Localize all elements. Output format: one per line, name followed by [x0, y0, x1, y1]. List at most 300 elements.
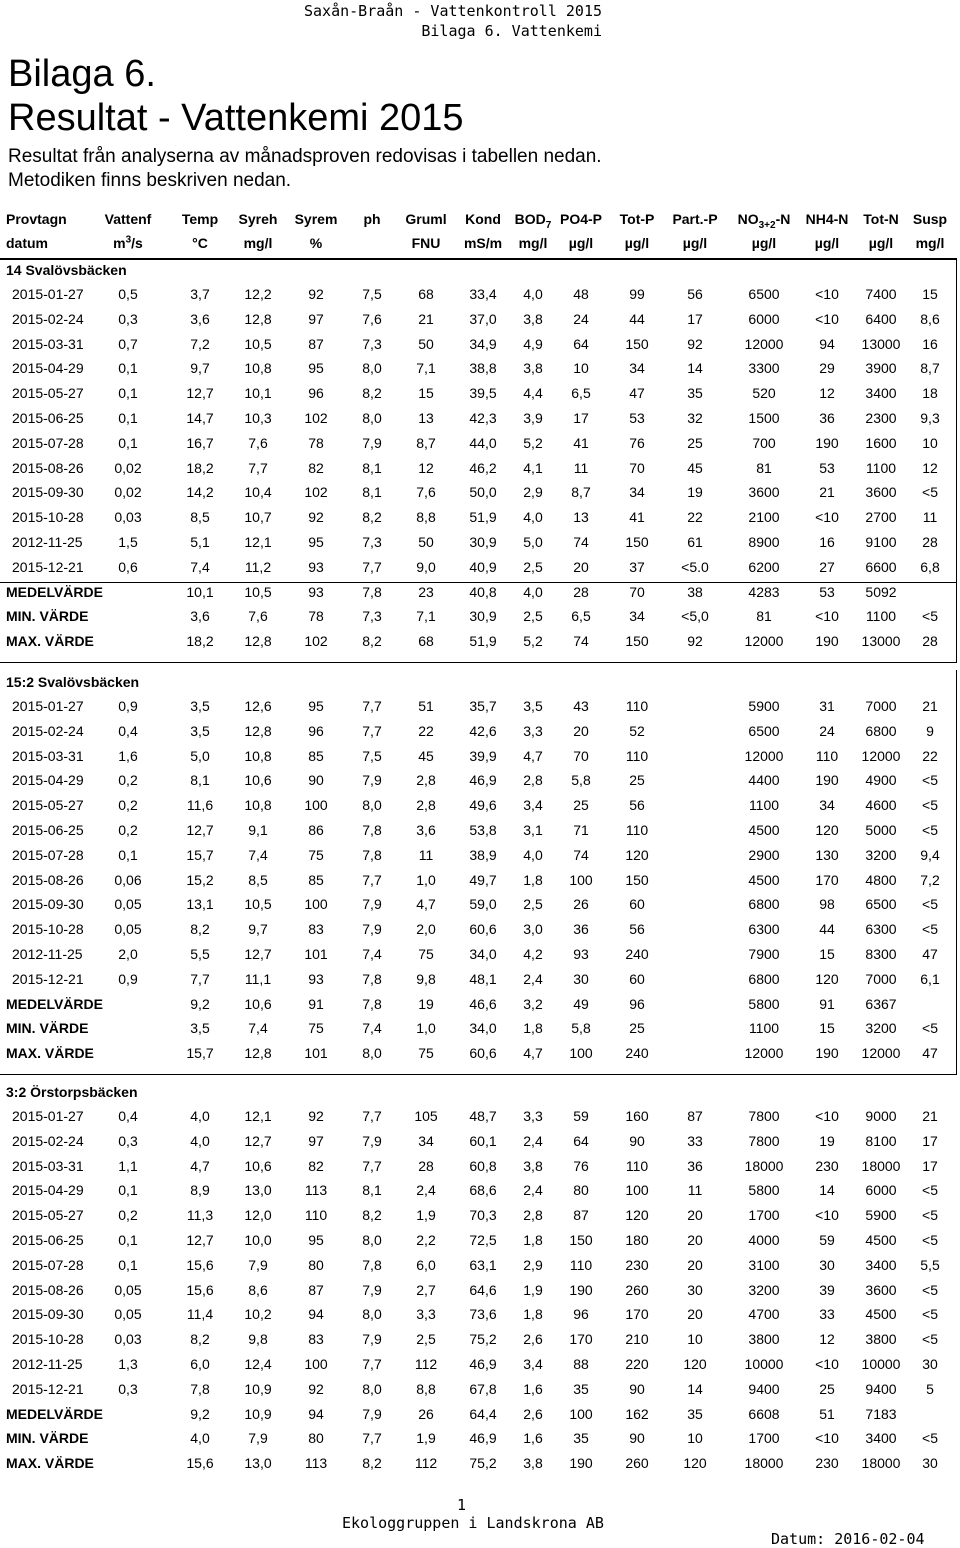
stat-label: MIN. VÄRDE	[6, 1020, 89, 1037]
value-cell: 6,1	[920, 970, 940, 987]
value-cell: 7,9	[362, 1331, 382, 1348]
stat-cell: 13,0	[244, 1455, 272, 1472]
value-cell: 8900	[748, 534, 780, 550]
value-cell: 5,1	[190, 534, 210, 550]
value-cell: <10	[815, 1356, 839, 1372]
stat-cell: 1100	[865, 608, 897, 625]
value-cell: 8,2	[362, 509, 382, 526]
value-cell: 5,8	[571, 772, 591, 789]
value-cell: 5800	[748, 1182, 780, 1199]
value-cell: 5900	[748, 698, 780, 714]
value-cell: 3600	[865, 484, 897, 501]
value-cell: 92	[687, 335, 703, 352]
value-cell: 31	[819, 698, 835, 714]
value-cell: 3,5	[190, 698, 210, 714]
stat-cell: 150	[625, 633, 649, 650]
value-cell: 95	[308, 1232, 324, 1248]
value-cell: 11	[687, 1182, 703, 1199]
stat-cell: 8,0	[362, 1045, 382, 1062]
value-cell: 3800	[748, 1331, 780, 1348]
value-cell: 170	[815, 871, 839, 888]
value-cell: 3600	[865, 1281, 897, 1298]
stat-cell: 18000	[861, 1455, 901, 1472]
page-number: 1	[457, 1496, 467, 1514]
value-cell: 150	[625, 871, 649, 888]
value-cell: 49,6	[469, 797, 497, 814]
value-cell: 3600	[748, 484, 780, 501]
sample-date: 2012-11-25	[12, 1356, 83, 1372]
value-cell: 39,9	[469, 747, 497, 764]
section-title: 3:2 Örstorpsbäcken	[6, 1084, 138, 1100]
value-cell: 2,4	[523, 970, 543, 987]
column-unit-15: µg/l	[868, 235, 894, 251]
value-cell: 34	[629, 484, 645, 501]
value-cell: 10,6	[244, 772, 272, 789]
value-cell: 92	[308, 1380, 324, 1397]
sample-date: 2012-11-25	[12, 946, 83, 962]
value-cell: 12,8	[244, 310, 272, 327]
value-cell: 12	[819, 385, 835, 402]
page-title-line2: Resultat - Vattenkemi 2015	[8, 97, 464, 139]
value-cell: 7400	[865, 286, 897, 302]
value-cell: 11,6	[186, 797, 214, 814]
value-cell: 12,1	[244, 1108, 272, 1124]
stat-cell: 9,2	[190, 1405, 210, 1422]
value-cell: 50	[418, 335, 434, 352]
stat-cell: 70	[629, 583, 645, 600]
stat-cell: 190	[815, 633, 839, 650]
value-cell: 7,7	[362, 1356, 382, 1372]
stat-cell: 4,0	[523, 583, 543, 600]
value-cell: 4,0	[190, 1132, 210, 1149]
value-cell: 7,9	[362, 921, 382, 938]
value-cell: 86	[308, 822, 324, 838]
value-cell: 15,2	[186, 871, 214, 888]
column-unit-5: %	[309, 235, 323, 251]
stat-cell: 3,5	[190, 1020, 210, 1037]
value-cell: 3,9	[523, 410, 543, 426]
stat-cell: 102	[304, 633, 328, 650]
value-cell: 93	[308, 970, 324, 987]
value-cell: 100	[304, 797, 328, 814]
column-unit-8: mS/m	[463, 235, 503, 251]
value-cell: 16,7	[186, 434, 214, 451]
value-cell: 25	[687, 434, 703, 451]
value-cell: 46,9	[469, 1356, 497, 1372]
column-unit-9: mg/l	[518, 235, 548, 251]
value-cell: 12000	[744, 747, 784, 764]
value-cell: 4900	[865, 772, 897, 789]
value-cell: 47	[629, 385, 645, 402]
value-cell: 30	[819, 1256, 835, 1273]
value-cell: 3400	[865, 385, 897, 402]
column-unit-14: µg/l	[814, 235, 840, 251]
value-cell: 73,6	[469, 1306, 497, 1323]
value-cell: 60	[629, 970, 645, 987]
value-cell: 0,03	[114, 509, 142, 526]
stat-cell: 75,2	[469, 1455, 497, 1472]
sample-date: 2015-10-28	[12, 1331, 84, 1348]
value-cell: 0,02	[114, 459, 142, 476]
value-cell: 80	[573, 1182, 589, 1199]
value-cell: 40,9	[469, 558, 497, 575]
value-cell: 33,4	[469, 286, 497, 302]
value-cell: 6600	[865, 558, 897, 575]
value-cell: 8,0	[362, 1306, 382, 1323]
value-cell: 22	[687, 509, 703, 526]
value-cell: 120	[625, 1207, 649, 1224]
value-cell: 2,4	[523, 1132, 543, 1149]
value-cell: 70,3	[469, 1207, 497, 1224]
stat-cell: 74	[573, 633, 589, 650]
value-cell: 0,05	[114, 1281, 142, 1298]
value-cell: 0,3	[118, 1132, 138, 1149]
column-unit-7: FNU	[411, 235, 441, 251]
stat-cell: 10,1	[186, 583, 214, 600]
value-cell: 8,6	[920, 310, 940, 327]
value-cell: 43	[573, 698, 589, 714]
value-cell: 8,5	[190, 509, 210, 526]
stat-cell: 40,8	[469, 583, 497, 600]
sample-date: 2015-12-21	[12, 970, 84, 987]
value-cell: 6,5	[571, 385, 591, 402]
value-cell: 0,05	[114, 1306, 142, 1323]
value-cell: 4800	[865, 871, 897, 888]
value-cell: 102	[304, 484, 328, 501]
value-cell: 87	[573, 1207, 589, 1224]
column-unit-12: µg/l	[682, 235, 708, 251]
stat-label: MEDELVÄRDE	[6, 1405, 103, 1422]
value-cell: 98	[819, 896, 835, 913]
value-cell: 7800	[748, 1108, 780, 1124]
sample-date: 2015-12-21	[12, 558, 84, 575]
value-cell: 3,5	[190, 722, 210, 739]
value-cell: <10	[815, 509, 839, 526]
column-unit-2: $m^3/s$	[113, 234, 143, 251]
value-cell: 61	[687, 534, 703, 550]
stat-cell: <5	[922, 608, 938, 625]
sample-date: 2015-08-26	[12, 1281, 84, 1298]
stat-cell: 47	[922, 1045, 938, 1062]
value-cell: 4,0	[523, 286, 543, 302]
value-cell: <5	[922, 1207, 938, 1224]
value-cell: 2,0	[118, 946, 138, 962]
value-cell: 60,6	[469, 921, 497, 938]
value-cell: 0,1	[118, 1232, 138, 1248]
value-cell: 13000	[861, 335, 901, 352]
value-cell: <5	[922, 772, 938, 789]
stat-cell: 80	[308, 1430, 324, 1447]
value-cell: 18,2	[186, 459, 214, 476]
value-cell: 34	[418, 1132, 434, 1149]
value-cell: 25	[819, 1380, 835, 1397]
value-cell: 7,9	[362, 1132, 382, 1149]
value-cell: 9,7	[248, 921, 268, 938]
stat-cell: 68	[418, 633, 434, 650]
value-cell: 12000	[861, 747, 901, 764]
value-cell: 20	[687, 1207, 703, 1224]
value-cell: 6800	[748, 970, 780, 987]
value-cell: 44,0	[469, 434, 497, 451]
value-cell: 17	[922, 1157, 938, 1174]
value-cell: 11,3	[186, 1207, 214, 1224]
column-header-14: NH4-N	[805, 211, 849, 227]
value-cell: 150	[625, 534, 649, 550]
intro-text-line1: Resultat från analyserna av månadsproven redovisas i tabellen nedan.	[8, 146, 602, 167]
value-cell: 0,1	[118, 1256, 138, 1273]
value-cell: 11,1	[244, 970, 272, 987]
stat-cell: <10	[815, 1430, 839, 1447]
value-cell: <5.0	[681, 558, 709, 575]
value-cell: 7,6	[416, 484, 436, 501]
stat-cell: 34	[629, 608, 645, 625]
column-unit-3: °C	[192, 235, 208, 251]
stat-cell: 1100	[748, 1020, 780, 1037]
value-cell: 7,3	[362, 335, 382, 352]
sample-date: 2015-03-31	[12, 1157, 84, 1174]
value-cell: 26	[573, 896, 589, 913]
value-cell: 3,3	[416, 1306, 436, 1323]
value-cell: 53	[629, 410, 645, 426]
stat-cell: 26	[418, 1405, 434, 1422]
value-cell: 12,7	[186, 385, 214, 402]
value-cell: 64	[573, 1132, 589, 1149]
stat-cell: 4,7	[523, 1045, 543, 1062]
value-cell: 18000	[744, 1157, 784, 1174]
value-cell: 72,5	[469, 1232, 497, 1248]
stat-cell: 49	[573, 995, 589, 1012]
stat-cell: 35	[687, 1405, 703, 1422]
value-cell: <5	[922, 1281, 938, 1298]
sample-date: 2015-06-25	[12, 822, 84, 838]
value-cell: 13	[573, 509, 589, 526]
value-cell: 22	[418, 722, 434, 739]
stat-cell: 1700	[748, 1430, 780, 1447]
stat-cell: 190	[815, 1045, 839, 1062]
value-cell: 8,1	[190, 772, 210, 789]
stat-cell: 120	[683, 1455, 707, 1472]
value-cell: 15,6	[186, 1281, 214, 1298]
value-cell: 36	[687, 1157, 703, 1174]
stat-cell: 4283	[748, 583, 780, 600]
stat-cell: 1,6	[523, 1430, 543, 1447]
value-cell: 3,1	[523, 822, 543, 838]
stat-cell: 6,5	[571, 608, 591, 625]
value-cell: 9,1	[248, 822, 268, 838]
sample-date: 2015-03-31	[12, 335, 84, 352]
value-cell: 7800	[748, 1132, 780, 1149]
value-cell: 38,9	[469, 846, 497, 863]
value-cell: 11	[418, 846, 434, 863]
value-cell: 520	[752, 385, 776, 402]
value-cell: <5	[922, 1306, 938, 1323]
sample-date: 2015-01-27	[12, 1108, 84, 1124]
value-cell: 0,4	[118, 1108, 138, 1124]
value-cell: 6400	[865, 310, 897, 327]
value-cell: 8,9	[190, 1182, 210, 1199]
value-cell: <10	[815, 1207, 839, 1224]
sample-date: 2015-10-28	[12, 921, 84, 938]
value-cell: 4,0	[523, 846, 543, 863]
sample-date: 2015-04-29	[12, 1182, 84, 1199]
column-header-3: Temp	[181, 211, 219, 227]
value-cell: 88	[573, 1356, 589, 1372]
sample-date: 2015-02-24	[12, 722, 84, 739]
stat-label: MAX. VÄRDE	[6, 1045, 94, 1062]
value-cell: 18	[922, 385, 938, 402]
value-cell: 5,5	[920, 1256, 940, 1273]
sample-date: 2012-11-25	[12, 534, 83, 550]
stat-cell: 10,9	[244, 1405, 272, 1422]
value-cell: 112	[414, 1356, 438, 1372]
value-cell: 36	[573, 921, 589, 938]
value-cell: 0,02	[114, 484, 142, 501]
value-cell: 7,7	[362, 722, 382, 739]
value-cell: 8,0	[362, 1380, 382, 1397]
stat-cell: 75	[308, 1020, 324, 1037]
value-cell: 45	[418, 747, 434, 764]
value-cell: 7,7	[248, 459, 268, 476]
value-cell: 7,5	[362, 747, 382, 764]
stat-cell: 6608	[748, 1405, 780, 1422]
value-cell: 4,9	[523, 335, 543, 352]
sample-date: 2015-12-21	[12, 1380, 84, 1397]
stat-cell: 46,9	[469, 1430, 497, 1447]
value-cell: 0,1	[118, 360, 138, 377]
stat-cell: 1,8	[523, 1020, 543, 1037]
stat-cell: 2,5	[523, 608, 543, 625]
value-cell: 7,8	[190, 1380, 210, 1397]
value-cell: 0,9	[118, 970, 138, 987]
value-cell: 10,5	[244, 335, 272, 352]
value-cell: 3,6	[190, 310, 210, 327]
value-cell: 80	[308, 1256, 324, 1273]
value-cell: 20	[687, 1232, 703, 1248]
value-cell: 110	[625, 698, 649, 714]
value-cell: 10	[573, 360, 589, 377]
value-cell: 96	[573, 1306, 589, 1323]
value-cell: 0,2	[118, 772, 138, 789]
value-cell: 2,5	[523, 896, 543, 913]
value-cell: 10,4	[244, 484, 272, 501]
value-cell: 3,0	[523, 921, 543, 938]
value-cell: 1,8	[523, 1306, 543, 1323]
value-cell: 14,7	[186, 410, 214, 426]
intro-text-line2: Metodiken finns beskriven nedan.	[8, 170, 292, 191]
value-cell: 52	[629, 722, 645, 739]
column-header-6: ph	[363, 211, 381, 227]
stat-cell: 75	[418, 1045, 434, 1062]
sample-date: 2015-09-30	[12, 484, 84, 501]
value-cell: 20	[573, 558, 589, 575]
stat-cell: 46,6	[469, 995, 497, 1012]
value-cell: 48,7	[469, 1108, 497, 1124]
value-cell: 6300	[748, 921, 780, 938]
value-cell: 3,8	[523, 360, 543, 377]
value-cell: 3100	[748, 1256, 780, 1273]
sample-date: 2015-09-30	[12, 896, 84, 913]
value-cell: 8,0	[362, 360, 382, 377]
value-cell: 113	[304, 1182, 328, 1199]
value-cell: <5	[922, 1331, 938, 1348]
value-cell: 21	[418, 310, 434, 327]
value-cell: 110	[815, 747, 839, 764]
value-cell: 53	[819, 459, 835, 476]
value-cell: 150	[569, 1232, 593, 1248]
value-cell: 13,1	[186, 896, 214, 913]
value-cell: 8,8	[416, 1380, 436, 1397]
stat-label: MAX. VÄRDE	[6, 633, 94, 650]
column-header-2: Vattenf	[104, 211, 152, 227]
value-cell: 100	[569, 871, 593, 888]
value-cell: 170	[569, 1331, 593, 1348]
value-cell: 51,9	[469, 509, 497, 526]
value-cell: 83	[308, 1331, 324, 1348]
stat-cell: 4,0	[190, 1430, 210, 1447]
value-cell: 230	[625, 1256, 649, 1273]
value-cell: 4,0	[523, 509, 543, 526]
value-cell: 7,1	[416, 360, 436, 377]
value-cell: 8,1	[362, 459, 382, 476]
value-cell: 90	[308, 772, 324, 789]
value-cell: 3200	[865, 846, 897, 863]
value-cell: 92	[308, 286, 324, 302]
value-cell: 11,2	[244, 558, 272, 575]
document-header-title: Saxån-Braån - Vattenkontroll 2015	[303, 2, 602, 20]
value-cell: 8,5	[248, 871, 268, 888]
value-cell: 42,6	[469, 722, 497, 739]
stat-cell: 30,9	[469, 608, 497, 625]
stat-cell: 93	[308, 583, 324, 600]
value-cell: 7,7	[362, 558, 382, 575]
value-cell: 0,1	[118, 410, 138, 426]
value-cell: 4500	[748, 871, 780, 888]
value-cell: 10,9	[244, 1380, 272, 1397]
value-cell: 7,7	[362, 1157, 382, 1174]
sample-date: 2015-01-27	[12, 698, 84, 714]
value-cell: 96	[308, 385, 324, 402]
stat-cell: 92	[687, 633, 703, 650]
value-cell: 9000	[865, 1108, 897, 1124]
value-cell: 8,7	[920, 360, 940, 377]
stat-cell: 81	[756, 608, 772, 625]
value-cell: 190	[569, 1281, 593, 1298]
value-cell: 0,4	[118, 722, 138, 739]
value-cell: 180	[625, 1232, 649, 1248]
stat-cell: 3400	[865, 1430, 897, 1447]
stat-cell: 260	[625, 1455, 649, 1472]
value-cell: 7,4	[248, 846, 268, 863]
value-cell: 8,1	[362, 1182, 382, 1199]
stat-cell: 3200	[865, 1020, 897, 1037]
stat-label: MEDELVÄRDE	[6, 583, 103, 600]
value-cell: 44	[819, 921, 835, 938]
value-cell: 0,1	[118, 846, 138, 863]
column-header-7: Gruml	[405, 211, 447, 227]
value-cell: 35,7	[469, 698, 497, 714]
stat-cell: <10	[815, 608, 839, 625]
stat-cell: 15	[819, 1020, 835, 1037]
value-cell: 46,2	[469, 459, 497, 476]
stat-cell: 94	[308, 1405, 324, 1422]
value-cell: 30,9	[469, 534, 497, 550]
value-cell: 0,05	[114, 896, 142, 913]
stat-cell: 12,8	[244, 1045, 272, 1062]
value-cell: 19	[687, 484, 703, 501]
value-cell: 2,2	[416, 1232, 436, 1248]
value-cell: 9400	[865, 1380, 897, 1397]
value-cell: 14	[819, 1182, 835, 1199]
